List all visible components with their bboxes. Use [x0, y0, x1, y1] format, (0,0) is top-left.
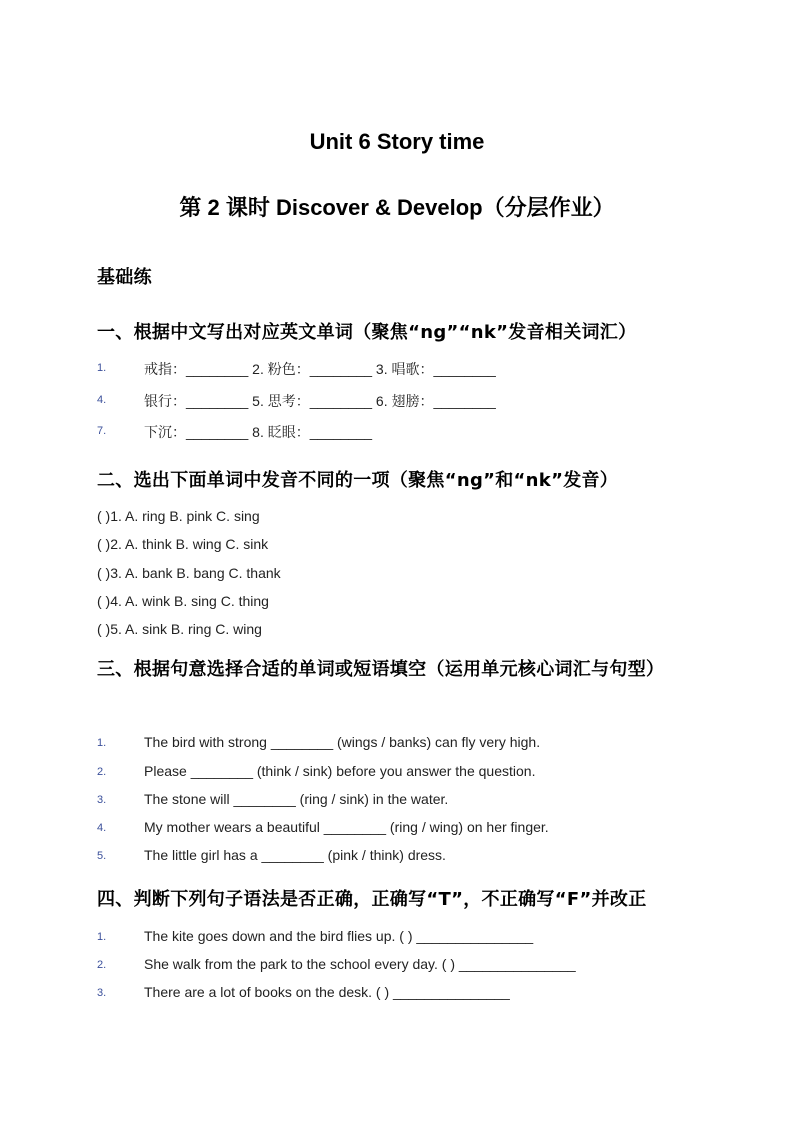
list-item: The kite goes down and the bird flies up. ( ) _______________: [144, 928, 534, 944]
list-number: 7.: [97, 425, 107, 437]
list-item: 戒指：________ 2. 粉色：________ 3. 唱歌：________: [144, 361, 496, 377]
list-item: The bird with strong ________ (wings / banks) can fly very high.: [144, 734, 541, 750]
list-item: My mother wears a beautiful ________ (ring / wing) on her finger.: [144, 819, 549, 835]
list-number: 3.: [97, 987, 107, 999]
list-item: She walk from the park to the school every day. ( ) _______________: [144, 956, 576, 972]
question-item: ( )4. A. wink B. sing C. thing: [97, 593, 269, 609]
section3-heading: 三、根据句意选择合适的单词或短语填空（运用单元核心词汇与句型）: [97, 659, 665, 680]
list-number: 1.: [97, 737, 107, 749]
list-item: 下沉：________ 8. 眨眼：________: [144, 424, 373, 440]
section1-heading: 一、根据中文写出对应英文单词（聚焦“ng”“nk”发音相关词汇）: [97, 322, 637, 343]
list-item: The stone will ________ (ring / sink) in the water.: [144, 791, 449, 807]
question-item: ( )1. A. ring B. pink C. sing: [97, 508, 260, 524]
list-number: 1.: [97, 362, 107, 374]
list-number: 1.: [97, 931, 107, 943]
page-title: Unit 6 Story time: [309, 129, 485, 154]
list-number: 3.: [97, 794, 107, 806]
section2-heading: 二、选出下面单词中发音不同的一项（聚焦“ng”和“nk”发音）: [97, 470, 619, 491]
list-item: There are a lot of books on the desk. ( ) _______________: [144, 984, 510, 1000]
list-item: Please ________ (think / sink) before you answer the question.: [144, 763, 536, 779]
question-item: ( )5. A. sink B. ring C. wing: [97, 621, 262, 637]
list-number: 4.: [97, 394, 107, 406]
list-number: 4.: [97, 822, 107, 834]
list-item: The little girl has a ________ (pink / think) dress.: [144, 847, 446, 863]
level-heading: 基础练: [97, 267, 152, 288]
list-number: 2.: [97, 766, 107, 778]
lesson-subtitle: 第 2 课时 Discover & Develop（分层作业）: [179, 195, 615, 220]
question-item: ( )3. A. bank B. bang C. thank: [97, 565, 281, 581]
section4-heading: 四、判断下列句子语法是否正确，正确写“T”，不正确写“F”并改正: [97, 889, 647, 910]
list-number: 5.: [97, 850, 107, 862]
list-number: 2.: [97, 959, 107, 971]
list-item: 银行：________ 5. 思考：________ 6. 翅膀：________: [144, 393, 496, 409]
question-item: ( )2. A. think B. wing C. sink: [97, 536, 269, 552]
